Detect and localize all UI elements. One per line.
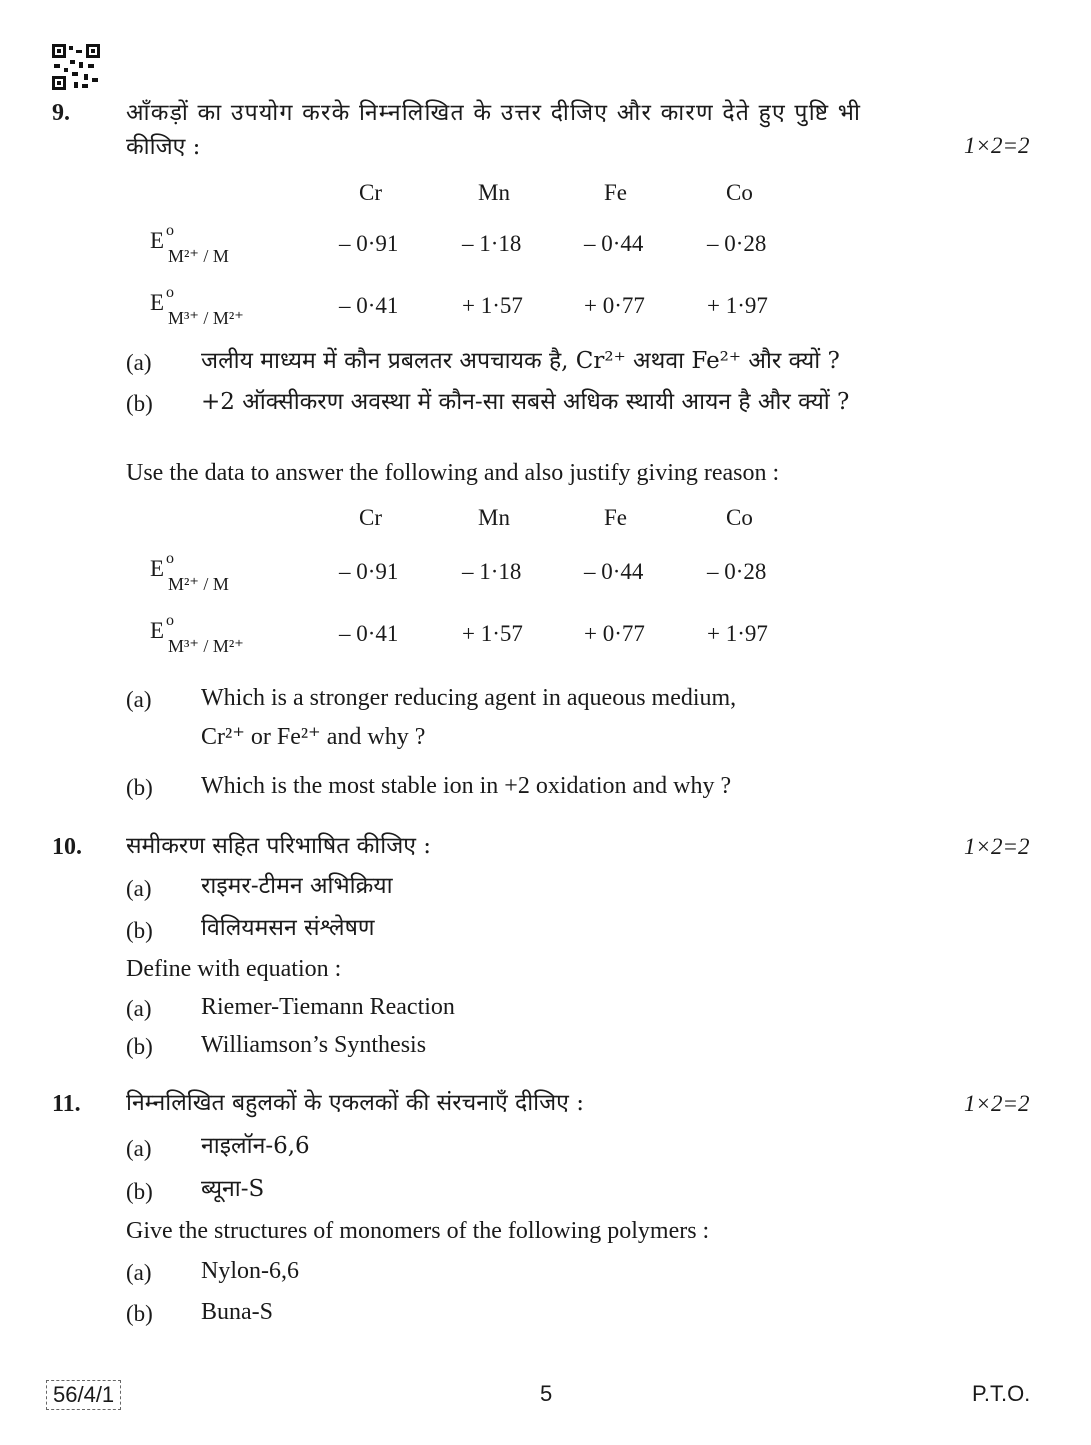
q9-english-a-label: (a) (126, 687, 152, 712)
row-label-e-m2-m: E o M²⁺ / M (150, 222, 229, 266)
row-label-e-m3-m2: E o M³⁺ / M²⁺ (150, 284, 244, 328)
col-header-mn: Mn (478, 505, 510, 530)
q10-hindi-intro: समीकरण सहित परिभाषित कीजिए : (126, 833, 432, 859)
q9-english-b-label: (b) (126, 775, 153, 800)
q9-hindi-intro-line1: आँकड़ों का उपयोग करके निम्नलिखित के उत्तर दीजिए और कारण देते हुए पुष्टि भी (126, 100, 862, 126)
q10-english-a: Riemer-Tiemann Reaction (201, 994, 455, 1020)
q10-english-b-label: (b) (126, 1034, 153, 1059)
table-cell: – 0·41 (339, 293, 399, 318)
row-label-e-m3-m2: E o M³⁺ / M²⁺ (150, 612, 244, 656)
pto-label: P.T.O. (972, 1381, 1031, 1406)
col-header-fe: Fe (604, 505, 627, 530)
table-cell: – 0·44 (584, 231, 644, 256)
q11-hindi-b-label: (b) (126, 1179, 153, 1204)
q9-english-a-line1: Which is a stronger reducing agent in aqueous medium, (201, 685, 737, 711)
table-cell: + 1·97 (707, 293, 768, 318)
q9-hindi-intro-line2: कीजिए : (126, 134, 201, 160)
q9-english-b: Which is the most stable ion in +2 oxidation and why ? (201, 773, 732, 799)
q10-hindi-a: राइमर-टीमन अभिक्रिया (201, 873, 393, 899)
q9-hindi-a-label: (a) (126, 350, 152, 375)
col-header-co: Co (726, 505, 753, 530)
table-cell: – 0·28 (707, 231, 767, 256)
paper-code: 56/4/1 (46, 1380, 121, 1410)
q11-marks: 1×2=2 (964, 1091, 1030, 1116)
q9-marks: 1×2=2 (964, 133, 1030, 158)
q11-hindi-intro: निम्नलिखित बहुलकों के एकलकों की संरचनाएँ दीजिए : (126, 1090, 584, 1116)
q10-hindi-b: विलियमसन संश्लेषण (201, 915, 375, 941)
table-cell: – 0·44 (584, 559, 644, 584)
q11-hindi-a: नाइलॉन-6,6 (201, 1133, 310, 1159)
row-label-e-m2-m: E o M²⁺ / M (150, 550, 229, 594)
table-cell: – 1·18 (462, 231, 522, 256)
q9-english-intro: Use the data to answer the following and also justify giving reason : (126, 460, 780, 486)
q10-english-b: Williamson’s Synthesis (201, 1032, 427, 1058)
q11-hindi-b: ब्यूना-S (201, 1176, 265, 1202)
q10-english-a-label: (a) (126, 996, 152, 1021)
table-cell: – 0·91 (339, 231, 399, 256)
table-cell: – 0·91 (339, 559, 399, 584)
q11-english-a-label: (a) (126, 1260, 152, 1285)
q9-hindi-b: +2 ऑक्सीकरण अवस्था में कौन-सा सबसे अधिक स्थायी आयन है और क्यों ? (201, 389, 850, 415)
qr-code (52, 44, 100, 90)
question-10-number: 10. (52, 834, 82, 860)
q11-english-b-label: (b) (126, 1301, 153, 1326)
table-cell: + 1·57 (462, 621, 523, 646)
question-11-number: 11. (52, 1091, 81, 1117)
question-9-number: 9. (52, 100, 70, 126)
q10-hindi-b-label: (b) (126, 918, 153, 943)
table-cell: + 0·77 (584, 621, 645, 646)
col-header-fe: Fe (604, 180, 627, 205)
col-header-cr: Cr (359, 505, 382, 530)
q9-hindi-a: जलीय माध्यम में कौन प्रबलतर अपचायक है, Cr²⁺ अथवा Fe²⁺ और क्यों ? (201, 348, 840, 374)
q9-english-a-line2: Cr²⁺ or Fe²⁺ and why ? (201, 724, 426, 750)
q10-hindi-a-label: (a) (126, 876, 152, 901)
q11-hindi-a-label: (a) (126, 1136, 152, 1161)
table-cell: – 0·41 (339, 621, 399, 646)
table-cell: – 0·28 (707, 559, 767, 584)
q11-english-b: Buna-S (201, 1299, 273, 1325)
col-header-co: Co (726, 180, 753, 205)
col-header-mn: Mn (478, 180, 510, 205)
table-cell: + 0·77 (584, 293, 645, 318)
table-cell: + 1·57 (462, 293, 523, 318)
table-cell: + 1·97 (707, 621, 768, 646)
col-header-cr: Cr (359, 180, 382, 205)
table-cell: – 1·18 (462, 559, 522, 584)
page-number: 5 (540, 1381, 553, 1406)
q11-english-intro: Give the structures of monomers of the following polymers : (126, 1218, 710, 1244)
q11-english-a: Nylon-6,6 (201, 1258, 299, 1284)
q10-marks: 1×2=2 (964, 834, 1030, 859)
q9-hindi-b-label: (b) (126, 391, 153, 416)
q10-english-intro: Define with equation : (126, 956, 342, 982)
